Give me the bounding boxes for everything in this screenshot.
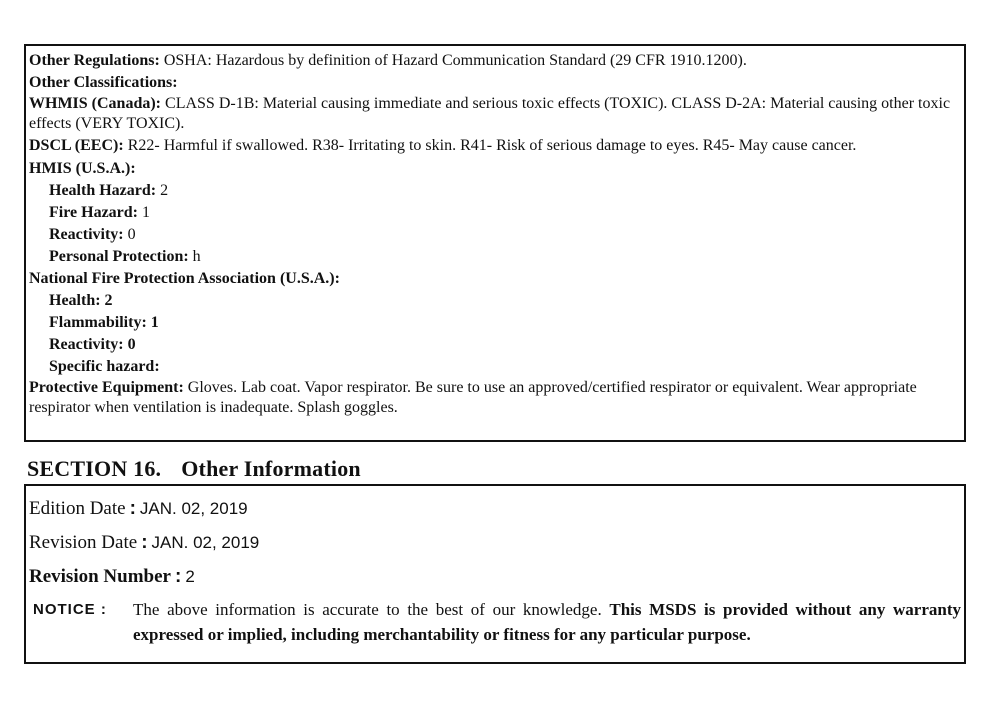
nfpa-item-value: 1 xyxy=(150,314,159,331)
hmis-item-value: h xyxy=(192,248,201,265)
hmis-item-value: 0 xyxy=(127,226,136,243)
nfpa-item xyxy=(29,356,964,378)
hmis-item xyxy=(29,224,964,246)
whmis-text: CLASS D-1B: Material causing immediate and serious toxic effects (TOXIC). CLASS D-2A: Material causing other toxic effects (VERY TOXIC). xyxy=(29,95,951,132)
notice-plain-text: The above information is accurate to the best of our knowledge. xyxy=(133,600,602,619)
protective-equipment-label: Protective Equipment: xyxy=(29,379,184,396)
other-information-box xyxy=(24,484,966,664)
whmis-label: WHMIS (Canada): xyxy=(29,95,162,112)
hmis-item xyxy=(29,202,964,224)
nfpa-label: National Fire Protection Association (U.S.A.): xyxy=(29,270,340,287)
colon: : xyxy=(174,566,182,587)
revision-number-value: 2 xyxy=(185,567,195,586)
section-16-heading xyxy=(27,456,361,482)
revision-number-label: Revision Number xyxy=(29,566,171,587)
nfpa-item-label: Specific hazard: xyxy=(49,358,160,375)
nfpa-item-value: 0 xyxy=(127,336,136,353)
section-title: Other Information xyxy=(181,456,361,481)
dscl-label: DSCL (EEC): xyxy=(29,137,124,154)
nfpa-item-label: Health: xyxy=(49,292,101,309)
revision-date-row xyxy=(29,526,964,560)
revision-date-value: JAN. 02, 2019 xyxy=(151,533,260,552)
colon: : xyxy=(129,498,136,519)
other-regulations-line xyxy=(29,50,964,72)
hmis-item-value: 1 xyxy=(142,204,151,221)
edition-date-row xyxy=(29,492,964,526)
hmis-item-label: Fire Hazard: xyxy=(49,204,139,221)
nfpa-item xyxy=(29,334,964,356)
other-classifications-line xyxy=(29,72,964,94)
protective-equipment-text: Gloves. Lab coat. Vapor respirator. Be sure to use an approved/certified respirator or equivalent. Wear appropriate respirator when ventilation is inadequate. Splash goggles. xyxy=(29,379,917,416)
nfpa-heading xyxy=(29,268,964,290)
nfpa-item-label: Reactivity: xyxy=(49,336,124,353)
revision-number-row xyxy=(29,560,964,594)
edition-date-label: Edition Date xyxy=(29,498,126,519)
hmis-label: HMIS (U.S.A.): xyxy=(29,160,136,177)
hmis-item xyxy=(29,246,964,268)
hmis-item-label: Reactivity: xyxy=(49,226,124,243)
nfpa-item xyxy=(29,312,964,334)
hmis-item xyxy=(29,180,964,202)
other-regulations-text: OSHA: Hazardous by definition of Hazard Communication Standard (29 CFR 1910.1200). xyxy=(163,52,747,69)
other-regulations-label: Other Regulations: xyxy=(29,52,160,69)
notice-bold-text: This MSDS is provided without any warranty expressed or implied, including merchantability or fitness for any particular purpose. xyxy=(133,600,962,644)
revision-date-label: Revision Date xyxy=(29,532,138,553)
dscl-line xyxy=(29,136,964,156)
protective-equipment-line xyxy=(29,378,964,418)
nfpa-item-label: Flammability: xyxy=(49,314,147,331)
dscl-text: R22- Harmful if swallowed. R38- Irritating to skin. R41- Risk of serious damage to eyes. R45- May cause cancer. xyxy=(127,137,857,154)
regulatory-info-box xyxy=(24,44,966,442)
hmis-item-value: 2 xyxy=(160,182,169,199)
hmis-item-label: Health Hazard: xyxy=(49,182,157,199)
colon: : xyxy=(141,532,148,553)
notice-label: NOTICE : xyxy=(33,601,107,618)
edition-date-value: JAN. 02, 2019 xyxy=(139,499,248,518)
other-classifications-label: Other Classifications: xyxy=(29,74,178,91)
section-number: SECTION 16. xyxy=(27,456,162,481)
hmis-item-label: Personal Protection: xyxy=(49,248,189,265)
notice-text xyxy=(133,597,961,647)
whmis-line xyxy=(29,94,964,134)
nfpa-item-value: 2 xyxy=(104,292,113,309)
nfpa-item xyxy=(29,290,964,312)
hmis-heading xyxy=(29,158,964,180)
notice-block xyxy=(29,597,964,647)
